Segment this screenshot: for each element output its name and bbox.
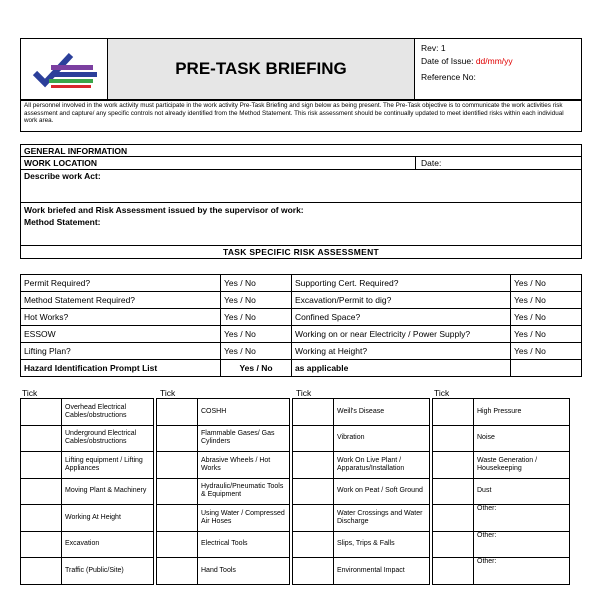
hazard-label: Weill's Disease [334,399,430,426]
tick-box[interactable] [433,452,474,479]
yes-no-toggle[interactable]: Yes / No [221,343,292,360]
table-row [21,275,582,292]
date-of-issue-value: dd/mm/yy [475,56,513,66]
hazard-label: Other: [474,558,570,585]
hazard-label: Lifting equipment / Lifting Appliances [62,452,154,479]
logo [21,39,107,99]
logo-check-icon [21,39,107,99]
table-row [433,399,570,426]
check-label: Working at Height? [291,343,510,360]
hazard-label: Hand Tools [198,558,290,585]
prompt-list-text: Hazard Identification Prompt List [24,363,158,373]
tick-box[interactable] [433,531,474,558]
tick-box[interactable] [433,505,474,532]
table-row [157,478,290,505]
tick-label: Tick [434,388,450,398]
table-row [21,452,154,479]
tick-box[interactable] [157,505,198,532]
hazard-column-3 [292,398,430,585]
yes-no-toggle[interactable]: Yes / No [511,309,582,326]
yes-no-toggle[interactable]: Yes / No [221,275,292,292]
tick-box[interactable] [21,531,62,558]
check-label: Lifting Plan? [21,343,221,360]
table-row [21,399,154,426]
check-label: Permit Required? [21,275,221,292]
table-row [21,292,582,309]
tick-box[interactable] [293,478,334,505]
table-row [21,309,582,326]
task-risk-heading: TASK SPECIFIC RISK ASSESSMENT [222,247,380,257]
table-row [21,558,154,585]
table-row [21,505,154,532]
tick-box[interactable] [293,531,334,558]
hazard-label: Traffic (Public/Site) [62,558,154,585]
tick-label: Tick [160,388,176,398]
intro-text: All personnel involved in the work activity must participate in the work activity Pre-Task Briefing and sign below as being present. The Pre-Task objective is to communicate the work activities risk assessment and capture/ any specific controls not already identified from the Method Statement. This risk assessment should be continually updated to meet identified risks within each individual work area. [20,100,582,132]
table-row [293,531,430,558]
hazard-label: Using Water / Compressed Air Hoses [198,505,290,532]
table-row [293,425,430,452]
table-row [21,360,582,377]
table-row [433,478,570,505]
yes-no-toggle[interactable]: Yes / No [511,326,582,343]
tick-box[interactable] [433,425,474,452]
table-row [293,478,430,505]
hazard-label: Water Crossings and Water Discharge [334,505,430,532]
tick-box[interactable] [157,399,198,426]
tick-box[interactable] [157,425,198,452]
table-row [21,478,154,505]
tick-box[interactable] [21,425,62,452]
tick-box[interactable] [21,478,62,505]
hazard-label: Overhead Electrical Cables/obstructions [62,399,154,426]
tick-label: Tick [296,388,312,398]
hazard-column-1 [20,398,154,585]
yes-no-toggle[interactable]: Yes / No [511,343,582,360]
work-location-label: WORK LOCATION [24,158,98,168]
check-label: Confined Space? [291,309,510,326]
table-row [21,326,582,343]
table-row [21,531,154,558]
tick-box[interactable] [21,452,62,479]
empty-cell [511,360,582,377]
hazard-label: Excavation [62,531,154,558]
tick-box[interactable] [293,425,334,452]
page-title: PRE-TASK BRIEFING [175,59,347,78]
describe-work-field[interactable] [21,182,581,202]
table-row [433,531,570,558]
hazard-column-4 [432,398,570,585]
table-row [157,558,290,585]
general-info-heading: GENERAL INFORMATION [24,146,128,156]
tick-box[interactable] [433,399,474,426]
tick-box[interactable] [21,399,62,426]
hazard-label: Slips, Trips & Falls [334,531,430,558]
hazard-label: Environmental Impact [334,558,430,585]
table-row [157,531,290,558]
yes-no-toggle[interactable]: Yes / No [221,292,292,309]
table-row [157,452,290,479]
tick-box[interactable] [433,478,474,505]
table-row [21,425,154,452]
table-row [433,425,570,452]
date-of-issue [421,56,513,66]
hazard-label: COSHH [198,399,290,426]
title-cell [107,39,415,99]
table-row [293,399,430,426]
date-of-issue-label: Date of Issue: [421,56,474,66]
hazard-label: High Pressure [474,399,570,426]
table-row [433,558,570,585]
hazard-column-2 [156,398,290,585]
table-row [433,505,570,532]
hazard-label: Other: [474,505,570,532]
table-row [157,399,290,426]
table-row [293,452,430,479]
tick-box[interactable] [157,452,198,479]
hazard-label: Abrasive Wheels / Hot Works [198,452,290,479]
hazard-label: Waste Generation / Housekeeping [474,452,570,479]
hazard-label: Other: [474,531,570,558]
prompt-yes-no[interactable]: Yes / No [221,360,292,377]
rev-label: Rev: 1 [421,43,446,53]
check-label: Supporting Cert. Required? [291,275,510,292]
table-row [157,425,290,452]
tick-box[interactable] [293,452,334,479]
check-label: Excavation/Permit to dig? [291,292,510,309]
work-briefed-label: Work briefed and Risk Assessment issued by the supervisor of work: [24,205,304,215]
hazard-label: Underground Electrical Cables/obstructions [62,425,154,452]
tick-box[interactable] [21,558,62,585]
hazard-label: Vibration [334,425,430,452]
table-row [293,505,430,532]
check-label: Method Statement Required? [21,292,221,309]
checks-table [20,274,582,377]
hazard-label: Work On Live Plant / Apparatus/Installation [334,452,430,479]
tick-box[interactable] [157,478,198,505]
check-label: Working on or near Electricity / Power Supply? [291,326,510,343]
method-statement-label: Method Statement: [24,217,101,227]
tick-box[interactable] [157,558,198,585]
date-label: Date: [421,158,442,168]
describe-work-label: Describe work Act: [24,171,101,181]
tick-box[interactable] [293,399,334,426]
yes-no-toggle[interactable]: Yes / No [511,292,582,309]
yes-no-toggle[interactable]: Yes / No [511,275,582,292]
table-row [157,505,290,532]
tick-box[interactable] [293,558,334,585]
hazard-label: Dust [474,478,570,505]
reference-label: Reference No: [421,72,476,82]
hazard-label: Moving Plant & Machinery [62,478,154,505]
hazard-label: Hydraulic/Pneumatic Tools & Equipment [198,478,290,505]
as-applicable-label: as applicable [291,360,510,377]
check-label: Hot Works? [21,309,221,326]
tick-box[interactable] [433,558,474,585]
table-row [293,558,430,585]
hazard-label: Working At Height [62,505,154,532]
tick-box[interactable] [157,531,198,558]
hazard-label: Electrical Tools [198,531,290,558]
tick-label: Tick [22,388,38,398]
tick-box[interactable] [21,505,62,532]
table-row [21,343,582,360]
check-label: ESSOW [21,326,221,343]
tick-box[interactable] [293,505,334,532]
table-row [433,452,570,479]
prompt-list-label [21,360,221,377]
hazard-label: Flammable Gases/ Gas Cylinders [198,425,290,452]
yes-no-toggle[interactable]: Yes / No [221,309,292,326]
hazard-label: Work on Peat / Soft Ground [334,478,430,505]
yes-no-toggle[interactable]: Yes / No [221,326,292,343]
hazard-label: Noise [474,425,570,452]
